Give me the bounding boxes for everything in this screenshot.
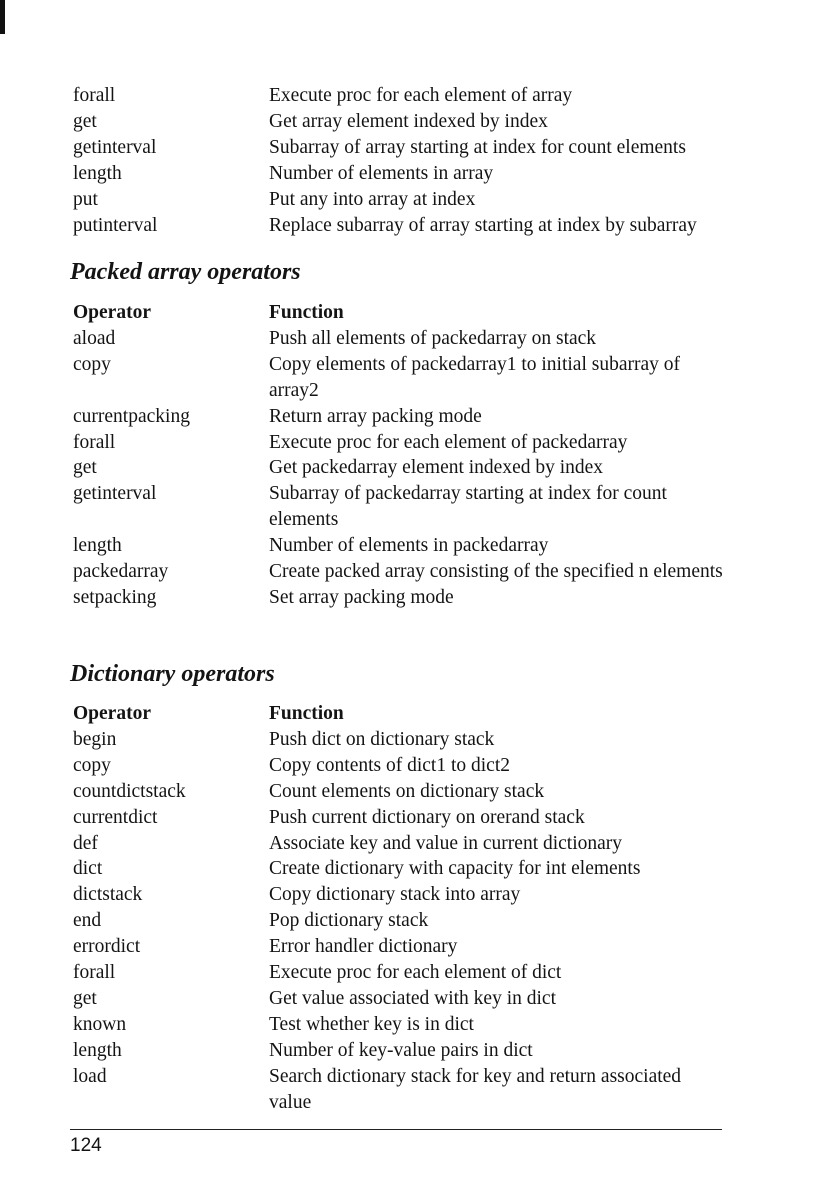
operator-function: Subarray of array starting at index for count elements: [269, 136, 686, 158]
operator-name: get: [73, 987, 97, 1009]
table-row: [73, 404, 728, 430]
operator-function: Associate key and value in current dictionary: [269, 832, 623, 854]
operator-name: dict: [73, 858, 103, 880]
table-row: [73, 805, 728, 831]
operator-function: Search dictionary stack for key and return associated value: [269, 1065, 682, 1113]
operator-function: Execute proc for each element of packedarray: [269, 431, 628, 453]
operator-function: Test whether key is in dict: [269, 1013, 474, 1035]
operator-function: Push current dictionary on orerand stack: [269, 806, 585, 828]
operator-name: countdictstack: [73, 780, 186, 802]
footer-divider: [70, 1129, 722, 1130]
table-row: [73, 779, 728, 805]
table-row: [73, 430, 728, 456]
operator-name: copy: [73, 754, 111, 776]
table-row: [73, 934, 728, 960]
table-row: [73, 559, 728, 585]
section-title-dictionary: Dictionary operators: [70, 661, 275, 687]
function-column-header: Function: [269, 703, 344, 724]
table-row: [73, 481, 728, 533]
operator-name: length: [73, 162, 122, 184]
table-header-row: [73, 300, 728, 326]
table-row: [73, 960, 728, 986]
operator-function: Return array packing mode: [269, 405, 482, 427]
operator-function: Copy elements of packedarray1 to initial subarray of array2: [269, 353, 680, 401]
operator-function: Push all elements of packedarray on stack: [269, 327, 597, 349]
operator-name: length: [73, 1039, 122, 1061]
section-title-packed-array: Packed array operators: [70, 259, 301, 285]
operator-name: forall: [73, 431, 116, 453]
operator-name: currentdict: [73, 806, 158, 828]
operator-function: Subarray of packedarray starting at index for count elements: [269, 483, 667, 531]
operator-name: aload: [73, 327, 116, 349]
table-row: [73, 1064, 728, 1116]
operator-column-header: Operator: [73, 703, 151, 724]
dictionary-operators-table: [73, 701, 728, 1116]
operator-function: Error handler dictionary: [269, 936, 458, 958]
table-row: [73, 882, 728, 908]
operator-function: Execute proc for each element of array: [269, 85, 573, 106]
page-edge-mark: [0, 0, 5, 34]
page-number: 124: [70, 1135, 102, 1156]
operator-function: Put any into array at index: [269, 188, 476, 210]
table-row: [73, 1038, 728, 1064]
operator-function: Number of key-value pairs in dict: [269, 1039, 533, 1061]
table-row: [73, 213, 728, 239]
table-row: [73, 753, 728, 779]
operator-function: Push dict on dictionary stack: [269, 728, 495, 750]
table-row: [73, 83, 728, 109]
table-row: [73, 856, 728, 882]
table-row: [73, 831, 728, 857]
table-row: [73, 1012, 728, 1038]
table-row: [73, 187, 728, 213]
operator-function: Copy contents of dict1 to dict2: [269, 754, 511, 776]
operator-function: Pop dictionary stack: [269, 910, 429, 932]
table-row: [73, 352, 728, 404]
operator-name: end: [73, 910, 102, 932]
operator-function: Execute proc for each element of dict: [269, 962, 562, 984]
operator-name: forall: [73, 85, 116, 106]
operator-function: Create dictionary with capacity for int elements: [269, 858, 641, 880]
table-row: [73, 986, 728, 1012]
operator-name: putinterval: [73, 214, 158, 236]
operator-name: load: [73, 1065, 107, 1087]
operator-name: get: [73, 457, 97, 479]
table-row: [73, 135, 728, 161]
operator-function: Get value associated with key in dict: [269, 987, 556, 1009]
table-row: [73, 908, 728, 934]
function-column-header: Function: [269, 302, 344, 323]
operator-function: Get packedarray element indexed by index: [269, 457, 604, 479]
operator-name: setpacking: [73, 586, 157, 608]
table-row: [73, 326, 728, 352]
operator-name: def: [73, 832, 98, 854]
table-header-row: [73, 701, 728, 727]
operator-name: getinterval: [73, 483, 157, 505]
operator-name: errordict: [73, 936, 141, 958]
table-row: [73, 109, 728, 135]
operator-function: Number of elements in packedarray: [269, 535, 549, 557]
operator-name: getinterval: [73, 136, 157, 158]
table-row: [73, 727, 728, 753]
table-row: [73, 455, 728, 481]
packed-array-operators-table: [73, 300, 728, 611]
operator-name: known: [73, 1013, 127, 1035]
operator-name: length: [73, 535, 122, 557]
operator-name: begin: [73, 728, 117, 750]
operator-name: currentpacking: [73, 405, 190, 427]
operator-name: dictstack: [73, 884, 143, 906]
operator-function: Replace subarray of array starting at index by subarray: [269, 214, 697, 236]
table-row: [73, 161, 728, 187]
operator-function: Set array packing mode: [269, 586, 454, 608]
operator-function: Copy dictionary stack into array: [269, 884, 521, 906]
table-row: [73, 585, 728, 611]
array-operators-table: [73, 83, 728, 238]
operator-name: get: [73, 110, 97, 132]
operator-function: Create packed array consisting of the specified n elements: [269, 561, 723, 583]
operator-name: forall: [73, 962, 116, 984]
table-row: [73, 533, 728, 559]
operator-name: packedarray: [73, 561, 169, 583]
operator-function: Count elements on dictionary stack: [269, 780, 545, 802]
operator-function: Get array element indexed by index: [269, 110, 548, 132]
operator-name: put: [73, 188, 98, 210]
operator-function: Number of elements in array: [269, 162, 494, 184]
operator-name: copy: [73, 353, 111, 375]
operator-column-header: Operator: [73, 302, 151, 323]
